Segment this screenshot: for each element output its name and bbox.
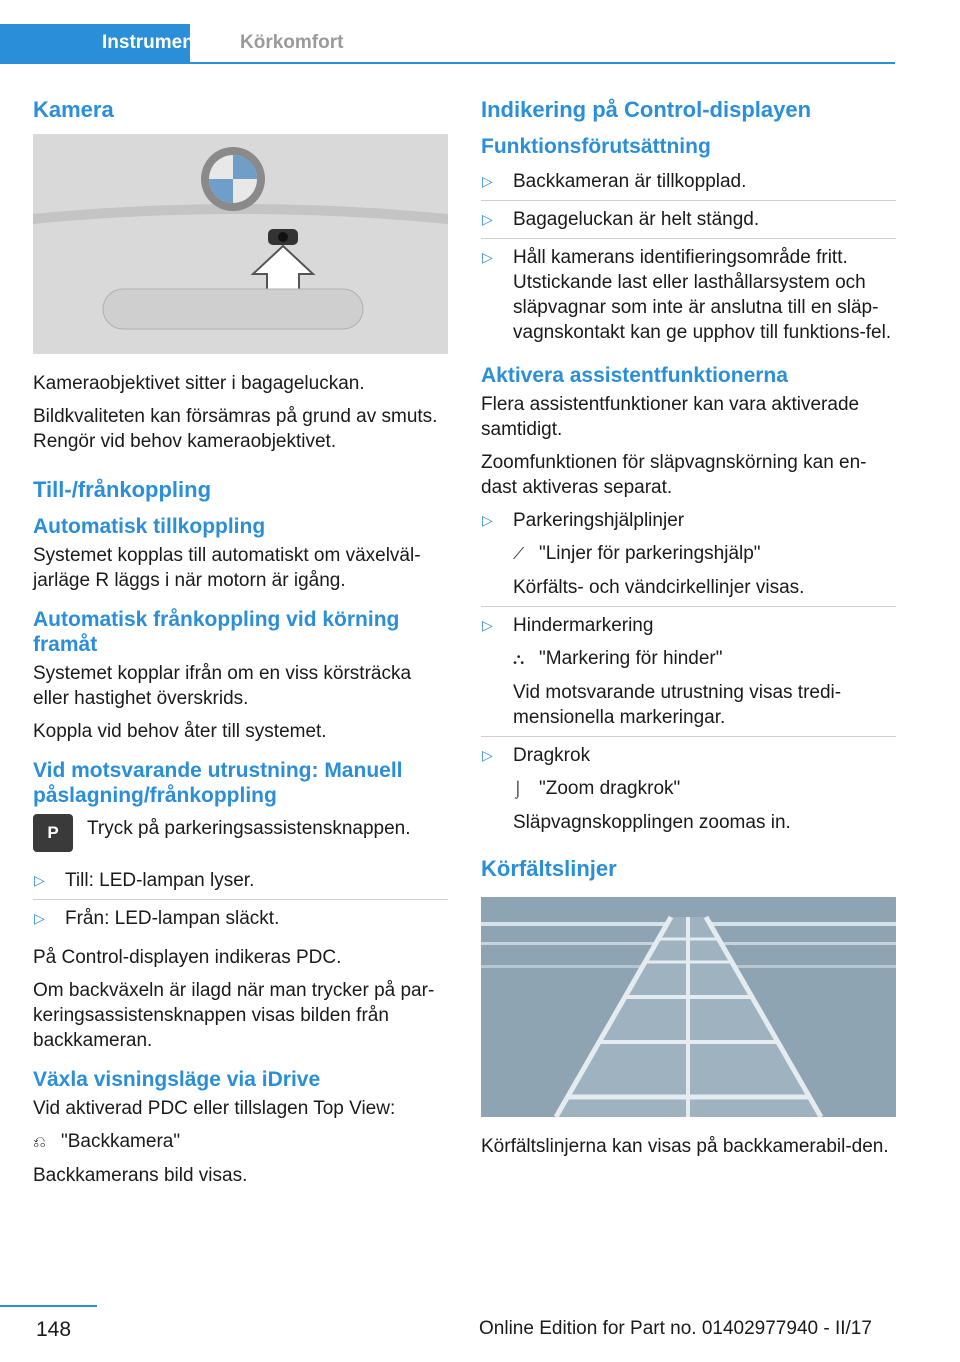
camera-text-2: Bildkvaliteten kan försämras på grund av smuts. Rengör vid behov kameraobjektivet. [33,406,438,452]
page-number: 148 [36,1318,72,1341]
triangle-bullet-icon: ▷ [482,617,493,633]
idrive-option: ⎌ "Backkamera" [33,1129,448,1155]
list-item: ▷ Parkeringshjälplinjer ⟋ "Linjer för parkeringshjälp" Körfälts- och vändcirkellinjer visas. [481,508,896,607]
list-item: ▷ Backkameran är tillkopplad. [481,169,896,201]
parking-lines-icon: ⟋ [513,546,525,563]
list-item: ▷ Till: LED-lampan lyser. [33,868,448,900]
list-item: ▷ Bagageluckan är helt stängd. [481,207,896,239]
triangle-bullet-icon: ▷ [34,872,45,888]
camera-photo [33,134,448,354]
tab-korkomfort[interactable]: Körkomfort [240,32,344,53]
idrive-text-2: Backkamerans bild visas. [33,1165,248,1186]
tow-hook-icon: ⌡ [513,781,523,798]
list-item: ▷ Håll kamerans identifieringsområde fritt. Utstickande last eller lasthållarsystem och släpvagnar som inte är anslutna till en släp‐vagnskontakt kan ge upphov till funktions‐fel. [482,247,892,343]
list-item: ▷ Hindermarkering ⛬ "Markering för hinder" Vid motsvarande utrustning visas tredi‐mensionella markeringar. [481,613,896,737]
auto-off-text-1: Systemet kopplar ifrån om en viss körsträcka eller hastighet överskrids. [33,663,412,709]
manual-heading: Vid motsvarande utrustning: Manuell påslagning/frånkoppling [33,759,403,807]
manual-text-2: Om backväxeln är ilagd när man trycker på par‐keringsassistensknappen visas bilden från backkameran. [33,980,435,1051]
list-item: ▷ Från: LED-lampan släckt. [34,908,280,929]
pdc-instruction [33,814,448,852]
lanes-text: Körfältslinjerna kan visas på backkamerabil‐den. [481,1136,889,1157]
rear-camera-icon: ⎌ [33,1134,46,1151]
lanes-heading: Körfältslinjer [481,856,617,881]
functions-list [481,508,896,841]
activate-text-2: Zoomfunktionen för släpvagnskörning kan en‐dast aktiveras separat. [481,452,867,498]
camera-text-1: Kameraobjektivet sitter i bagageluckan. [33,373,365,394]
triangle-bullet-icon: ▷ [34,910,45,926]
prereq-heading: Funktionsförutsättning [481,135,711,158]
triangle-bullet-icon: ▷ [482,211,493,227]
idrive-text-1: Vid aktiverad PDC eller tillslagen Top View: [33,1098,396,1119]
obstacle-icon: ⛬ [513,651,525,668]
camera-heading: Kamera [33,97,114,122]
lane-lines-image [481,897,896,1117]
edition-text: Online Edition for Part no. 01402977940 - II/17 [479,1318,872,1339]
auto-on-heading: Automatisk tillkoppling [33,515,266,538]
triangle-bullet-icon: ▷ [482,747,493,763]
pdc-instruction-text: Tryck på parkeringsassistensknappen. [87,818,411,839]
activate-text-1: Flera assistentfunktioner kan vara aktiverade samtidigt. [481,394,860,440]
switch-heading: Till-/frånkoppling [33,477,212,502]
activate-heading: Aktivera assistentfunktionerna [481,364,788,387]
auto-off-heading: Automatisk frånkoppling vid körning framåt [33,608,400,656]
prereq-list [481,169,896,351]
list-item: ▷ Dragkrok ⌡ "Zoom dragkrok" Släpvagnskopplingen zoomas in. [482,745,791,833]
indication-heading: Indikering på Control-displayen [481,97,812,122]
footer-divider [0,1305,97,1307]
left-column [33,96,448,1196]
manual-text-1: På Control-displayen indikeras PDC. [33,947,342,968]
triangle-bullet-icon: ▷ [482,512,493,528]
header-tabs [0,24,895,64]
triangle-bullet-icon: ▷ [482,249,493,265]
idrive-heading: Växla visningsläge via iDrive [33,1068,321,1091]
parking-assist-button-icon: P [33,814,73,852]
tab-instrument[interactable]: Instrument [0,24,190,62]
auto-on-text: Systemet kopplas till automatiskt om växelväl‐jarläge R läggs i när motorn är igång. [33,545,421,591]
right-column [481,96,896,1167]
triangle-bullet-icon: ▷ [482,173,493,189]
auto-off-text-2: Koppla vid behov åter till systemet. [33,721,327,742]
led-list [33,868,448,937]
